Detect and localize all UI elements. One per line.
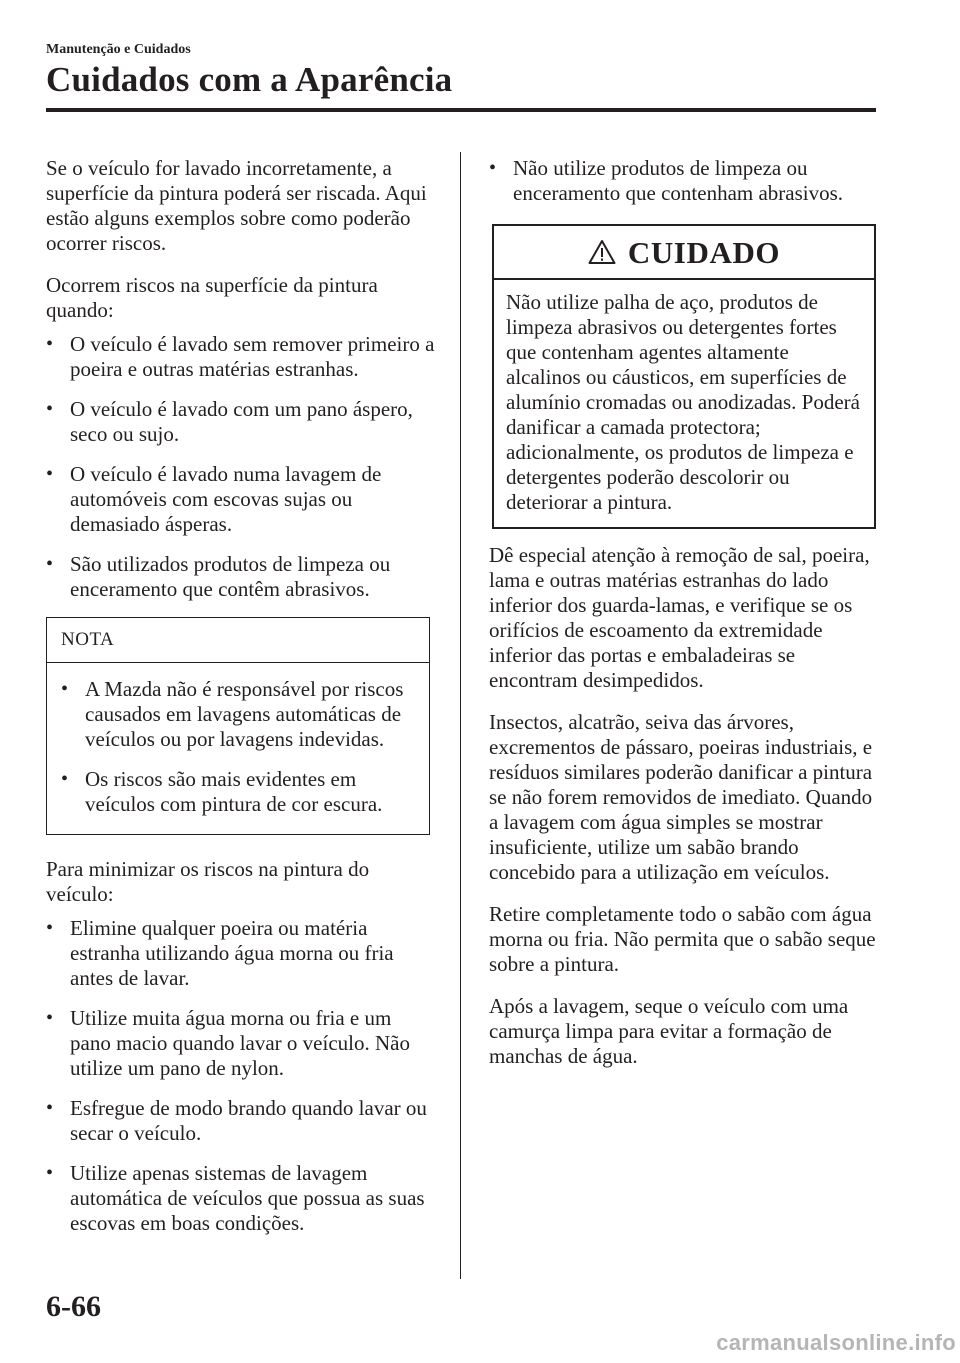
note-list [61,677,421,817]
bullet-icon: • [46,1097,54,1119]
list-item: • O veículo é lavado com um pano áspero, seco ou sujo. [46,397,413,446]
bullet-icon: • [61,768,69,790]
minimize-intro: Para minimizar os riscos na pintura do veículo: [46,857,370,906]
scratches-intro: Ocorrem riscos na superfície da pintura quando: [46,273,378,322]
list-item: • Utilize muita água morna ou fria e um pano macio quando lavar o veículo. Não utilize um pano de nylon. [46,1006,410,1080]
paragraph: Após a lavagem, seque o veículo com uma camurça limpa para evitar a formação de manchas de água. [489,994,849,1068]
caution-text: Não utilize palha de aço, produtos de limpeza abrasivos ou detergentes fortes que contenham agentes altamente alcalinos ou cáusticos, em superfícies de alumínio cromadas ou anodizadas. Poderá danificar a camada protectora; adicionalmente, os produtos de limpeza e detergentes poderão descolorir ou deteriorar a pintura. [506,290,860,514]
list-item: • Utilize apenas sistemas de lavagem automática de veículos que possua as suas escovas em boas condições. [46,1161,425,1235]
bullet-icon: • [46,398,54,420]
bullet-icon: • [46,553,54,575]
top-tip-list [489,156,879,206]
caution-header [494,226,874,280]
caution-box [492,224,876,529]
paragraph: Retire completamente todo o sabão com água morna ou fria. Não permita que o sabão seque sobre a pintura. [489,902,876,976]
bullet-icon: • [489,157,497,179]
paragraph: Dê especial atenção à remoção de sal, poeira, lama e outras matérias estranhas do lado inferior dos guarda-lamas, e verifique se os orifícios de escoamento da extremidade inferior das portas e embaladeiras se encontram desimpedidos. [489,543,870,692]
note-box [46,617,430,835]
bullet-icon: • [46,917,54,939]
caution-label: CUIDADO [627,234,781,270]
paragraph: Insectos, alcatrão, seiva das árvores, excrementos de pássaro, poeiras industriais, e resíduos similares poderão danificar a pintura se não forem removidos de imediato. Quando a lavagem com água simples se mostrar insuficiente, utilize um sabão brando concebido para a utilização em veículos. [489,710,873,884]
bullet-icon: • [46,1007,54,1029]
minimize-tips-list [46,916,436,1236]
bullet-icon: • [46,1162,54,1184]
list-item: • O veículo é lavado sem remover primeiro a poeira e outras matérias estranhas. [46,332,435,381]
title-divider [46,108,876,112]
warning-triangle-icon [588,239,616,265]
page-title: Cuidados com a Aparência [46,60,453,99]
watermark: carmanualsonline.info [716,1330,956,1355]
bullet-icon: • [61,678,69,700]
page-number: 6-66 [46,1290,101,1323]
left-column [46,156,436,1251]
list-item: • São utilizados produtos de limpeza ou enceramento que contêm abrasivos. [46,552,391,601]
list-item: • Esfregue de modo brando quando lavar ou secar o veículo. [46,1096,427,1145]
list-item: • Os riscos são mais evidentes em veículos com pintura de cor escura. [61,767,383,816]
section-label: Manutenção e Cuidados [46,42,191,57]
intro-paragraph: Se o veículo for lavado incorretamente, a superfície da pintura poderá ser riscada. Aqui estão alguns exemplos sobre como poderão ocorrer riscos. [46,156,427,255]
list-item: • O veículo é lavado numa lavagem de automóveis com escovas sujas ou demasiado ásperas. [46,462,382,536]
note-label: NOTA [47,618,429,663]
scratch-causes-list [46,332,436,602]
bullet-icon: • [46,463,54,485]
list-item: • A Mazda não é responsável por riscos causados em lavagens automáticas de veículos ou por lavagens indevidas. [61,677,404,751]
list-item: • Não utilize produtos de limpeza ou enceramento que contenham abrasivos. [489,156,844,205]
column-divider [460,152,461,1279]
list-item: • Elimine qualquer poeira ou matéria estranha utilizando água morna ou fria antes de lavar. [46,916,394,990]
bullet-icon: • [46,333,54,355]
right-column [489,156,879,1086]
